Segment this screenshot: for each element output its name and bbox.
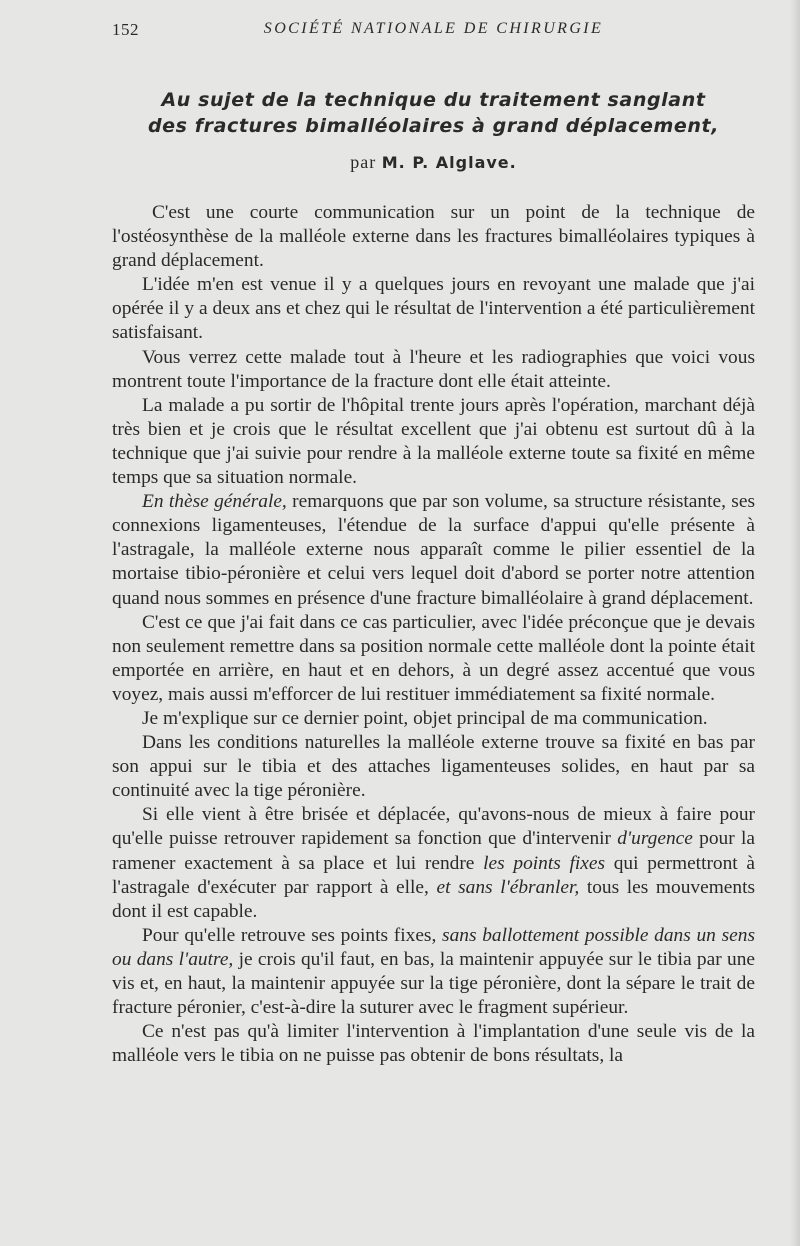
italic-phrase: d'urgence [617, 828, 693, 850]
article-title [112, 87, 755, 139]
article-title-line-1: Au sujet de la technique du traitement sanglant [161, 89, 706, 111]
italic-phrase: les points fixes [483, 852, 606, 874]
paragraph: Je m'explique sur ce dernier point, objet principal de ma communication. [142, 707, 708, 729]
page-edge-shadow [790, 0, 800, 1246]
author-name: M. P. Alglave. [381, 153, 517, 172]
paragraph: C'est une courte communication sur un point de la technique de l'ostéosynthèse de la malléole externe dans les fractures bimalléolaires typiques à grand déplacement. [112, 202, 755, 272]
paragraph [112, 924, 755, 1020]
article-title-line-2: des fractures bimalléolaires à grand déplacement, [147, 115, 720, 137]
paragraph: L'idée m'en est venue il y a quelques jours en revoyant une malade que j'ai opérée il y a deux ans et chez qui le résultat de l'intervention a été particulièrement satisfaisant. [112, 274, 755, 344]
paragraph: Vous verrez cette malade tout à l'heure et les radiographies que voici vous montrent toute l'importance de la fracture dont elle était atteinte. [112, 346, 755, 392]
text-span: tous les mouvements dont il est capable. [112, 876, 756, 922]
text-span: Pour qu'elle retrouve ses points fixes, [142, 924, 443, 946]
italic-phrase: et sans l'ébranler, [436, 876, 580, 898]
paragraph: La malade a pu sortir de l'hôpital trente jours après l'opération, marchant déjà très bien et je crois que le résultat excellent que j'ai obtenu est surtout dû à la technique que j'ai suivie pour rendre à la malléole externe toute sa fixité en même temps que sa situation normale. [112, 394, 755, 489]
text-span: je crois qu'il faut, en bas, la maintenir appuyée sur le tibia par une vis et, en haut, la maintenir appuyée sur la tige péronière, dont la sépare le trait de fracture péronier, c'est-à-dire la suturer avec le fragment supérieur. [112, 948, 755, 1019]
italic-phrase: En thèse générale, [142, 491, 287, 513]
running-header [112, 20, 755, 44]
page-number: 152 [112, 20, 139, 39]
article-body [112, 201, 755, 1068]
text-span: pour la ramener exactement à sa place et lui rendre [112, 828, 755, 874]
byline [112, 152, 755, 173]
text-span: Si elle vient à être brisée et déplacée, qu'avons-nous de mieux à faire pour qu'elle puisse retrouver rapidement sa fonction que d'intervenir [112, 804, 755, 850]
paragraph [112, 490, 755, 610]
paragraph [112, 803, 755, 923]
journal-title: SOCIÉTÉ NATIONALE DE CHIRURGIE [263, 20, 604, 37]
italic-phrase: sans ballottement possible dans un sens ou dans l'autre, [112, 924, 755, 970]
paragraph: Ce n'est pas qu'à limiter l'intervention à l'implantation d'une seule vis de la malléole vers le tibia on ne puisse pas obtenir de bons résultats, la [112, 1021, 755, 1067]
byline-prefix: par [350, 152, 382, 172]
paragraph: C'est ce que j'ai fait dans ce cas particulier, avec l'idée préconçue que je devais non seulement remettre dans sa position normale cette malléole dont la pointe était emportée en arrière, en haut et en dehors, à un degré assez accentué que vous voyez, mais aussi m'efforcer de lui restituer immédiatement sa fixité normale. [112, 611, 755, 705]
text-span: remarquons que par son volume, sa structure résistante, ses connexions ligamenteuses, l'étendue de la surface d'appui qu'elle présente à l'astragale, la malléole externe nous apparaît comme le pilier essentiel de la mortaise tibio-péronière et celui vers lequel doit d'abord se porter notre attention quand nous sommes en présence d'une fracture bimalléolaire à grand déplacement. [112, 491, 755, 609]
paragraph: Dans les conditions naturelles la malléole externe trouve sa fixité en bas par son appui sur le tibia et des attaches ligamenteuses solides, en haut par sa continuité avec la tige péronière. [112, 732, 755, 802]
text-span: qui permettront à l'astragale d'exécuter par rapport à elle, [112, 852, 756, 898]
